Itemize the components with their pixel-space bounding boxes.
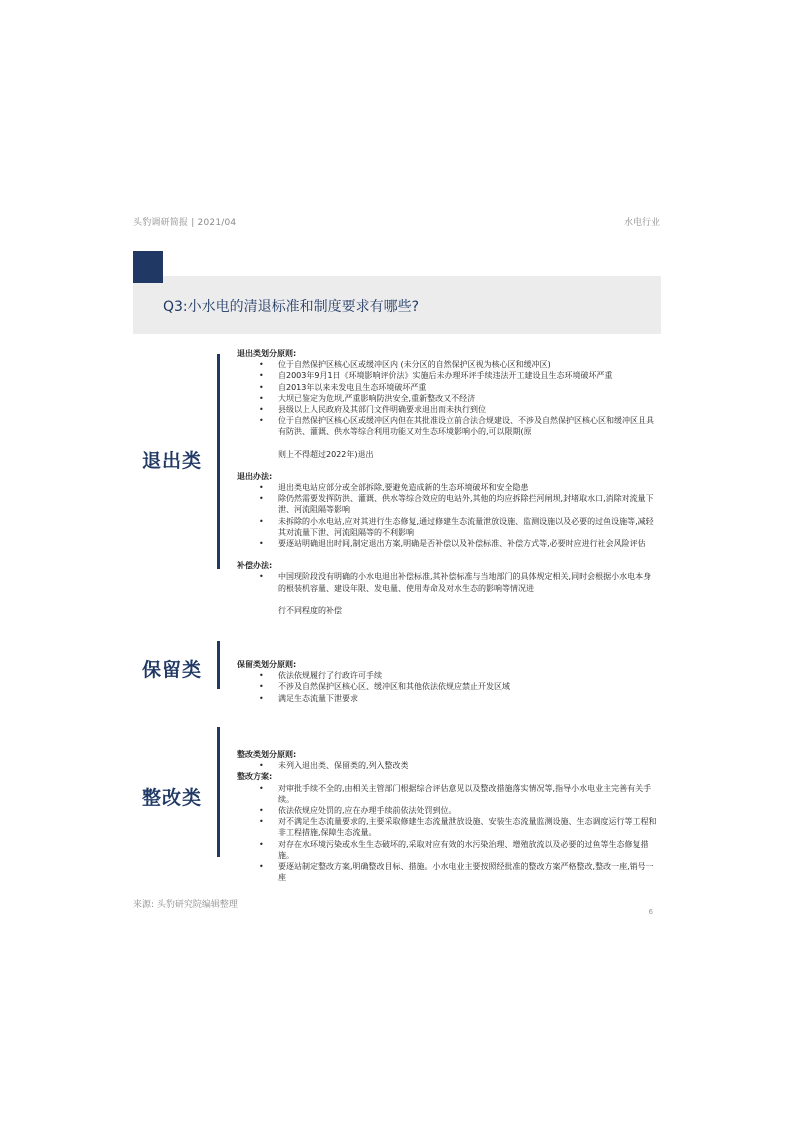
- industry-label: 水电行业: [623, 218, 660, 228]
- bullet-icon: •: [259, 382, 264, 392]
- list-item: • 自2013年以来未发电且生态环境破坏严重: [259, 382, 427, 392]
- retain-category-label: 保留类: [142, 659, 203, 681]
- bullet-icon: •: [259, 516, 264, 526]
- bullet-icon: •: [259, 839, 264, 849]
- exit-principle-list: [237, 359, 657, 460]
- retain-section: [237, 659, 657, 704]
- list-item: • 未拆除的小水电站,应对其进行生态修复,通过修建生态流量泄放设施、监测设施以及必要的过鱼设施等,减轻其对流量下泄、河流阻隔等的不利影响: [259, 516, 654, 537]
- exit-method-list: [237, 482, 657, 549]
- bullet-icon: •: [259, 405, 264, 415]
- exit-category-label: 退出类: [142, 450, 203, 472]
- bullet-icon: •: [259, 671, 264, 681]
- report-header: 头豹调研简报 | 2021/04: [133, 218, 237, 228]
- bullet-icon: •: [259, 682, 264, 692]
- list-item-continuation: 行不同程度的补偿: [278, 605, 342, 615]
- list-item: • 满足生态流量下泄要求: [259, 693, 358, 703]
- bullet-icon: •: [259, 693, 264, 703]
- list-item: • 要逐站明确退出时间,制定退出方案,明确是否补偿以及补偿标准、补偿方式等,必要时应进行社会风险评估: [259, 539, 646, 549]
- exit-method-title: 退出办法:: [237, 471, 273, 481]
- rectify-plan-title: 整改方案:: [237, 772, 273, 782]
- retain-principle-title: 保留类划分原则:: [237, 660, 297, 669]
- list-item: • 依法依规应处罚的,应在办理手续前依法处罚到位。: [259, 806, 457, 816]
- retain-category-bar: [217, 641, 220, 689]
- list-item: • 自2003年9月1日《环境影响评价法》实施后未办理环评手续违法开工建设且生态环境破坏严重: [259, 371, 613, 381]
- source-note: 来源: 头豹研究院编辑整理: [133, 900, 238, 910]
- page-number: 6: [648, 908, 653, 916]
- list-item: • 大坝已鉴定为危坝,严重影响防洪安全,重新整改又不经济: [259, 393, 476, 403]
- bullet-icon: •: [259, 360, 264, 370]
- bullet-icon: •: [259, 393, 264, 403]
- list-item: • 要逐站制定整改方案,明确整改目标、措施。小水电业主要按照经批准的整改方案严格整改,整改一座,销号一座: [259, 862, 654, 883]
- list-item: • 除仍然需要发挥防洪、灌溉、供水等综合效应的电站外,其他的均应拆除拦河闸坝,封堵取水口,消除对流量下泄、河流阻隔等影响: [259, 494, 654, 515]
- list-item: • 退出类电站应部分或全部拆除,要避免造成新的生态环境破坏和安全隐患: [259, 483, 529, 493]
- bullet-icon: •: [259, 483, 264, 493]
- list-item: • 未列入退出类、保留类的,列入整改类: [259, 761, 409, 771]
- bullet-icon: •: [259, 371, 264, 381]
- list-item: • 不涉及自然保护区核心区、缓冲区和其他依法依规应禁止开发区域: [259, 682, 510, 692]
- list-item: • 依法依规履行了行政许可手续: [259, 671, 382, 681]
- bullet-icon: •: [259, 783, 264, 793]
- list-item: • 对审批手续不全的,由相关主管部门根据综合评估意见以及整改措施落实情况等,指导小水电业主完善有关手续。: [259, 783, 652, 804]
- title-accent-square: [133, 251, 163, 283]
- list-item: • 位于自然保护区核心区或缓冲区内 (未分区的自然保护区视为核心区和缓冲区): [259, 360, 551, 370]
- exit-principle-title: 退出类划分原则:: [237, 349, 297, 358]
- exit-section: [237, 348, 657, 616]
- bullet-icon: •: [259, 761, 264, 771]
- page-title: Q3:小水电的清退标准和制度要求有哪些?: [163, 299, 420, 315]
- bullet-icon: •: [259, 539, 264, 549]
- list-item-continuation: 则上不得超过2022年)退出: [278, 449, 374, 459]
- bullet-icon: •: [259, 817, 264, 827]
- rectify-principle-list: [237, 760, 657, 771]
- rectify-principle-title: 整改类划分原则:: [237, 750, 297, 759]
- retain-principle-list: [237, 670, 657, 704]
- exit-comp-title: 补偿办法:: [237, 561, 273, 571]
- rectify-category-bar: [217, 727, 220, 857]
- exit-comp-list: [237, 571, 657, 616]
- rectify-plan-list: [237, 783, 657, 884]
- bullet-icon: •: [259, 416, 264, 426]
- rectify-category-label: 整改类: [142, 787, 203, 809]
- rectify-section: [237, 749, 657, 883]
- bullet-icon: •: [259, 806, 264, 816]
- list-item: • 位于自然保护区核心区或缓冲区内但在其批准设立前合法合规建设、不涉及自然保护区核心区和缓冲区且具有防洪、灌溉、供水等综合利用功能又对生态环境影响小的,可以限期(原: [259, 416, 654, 437]
- bullet-icon: •: [259, 572, 264, 582]
- list-item: • 县级以上人民政府及其部门文件明确要求退出而未执行到位: [259, 405, 486, 415]
- exit-category-bar: [217, 354, 220, 569]
- bullet-icon: •: [259, 862, 264, 872]
- list-item: • 对不满足生态流量要求的,主要采取修建生态流量泄放设施、安装生态流量监测设施、生态调度运行等工程和非工程措施,保障生态流量。: [259, 817, 657, 838]
- list-item: • 对存在水环境污染或水生生态破坏的,采取对应有效的水污染治理、增殖放流以及必要的过鱼等生态修复措施。: [259, 839, 649, 860]
- bullet-icon: •: [259, 494, 264, 504]
- list-item: • 中国现阶段没有明确的小水电退出补偿标准,其补偿标准与当地部门的具体规定相关,同时会根据小水电本身的根装机容量、建设年限、发电量、使用寿命及对水生态的影响等情况进: [259, 572, 652, 593]
